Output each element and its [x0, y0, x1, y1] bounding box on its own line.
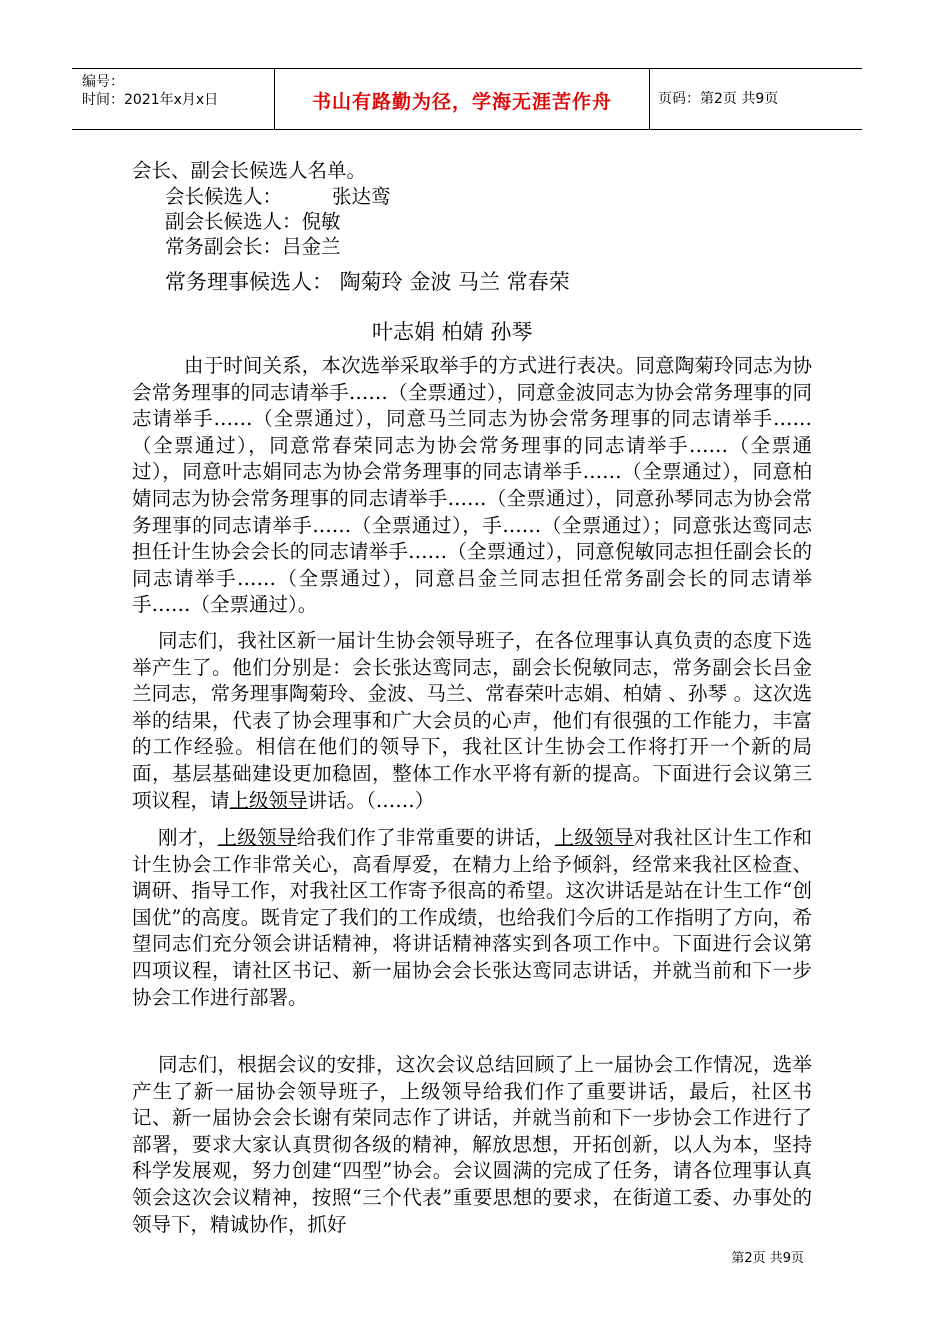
president-candidate-label: 会长候选人： — [165, 185, 283, 208]
document-number-label: 编号： — [82, 74, 124, 90]
header-meta-cell — [72, 69, 275, 129]
header-page-cell — [650, 69, 862, 129]
superior-leader-mention: 上级领导 — [554, 826, 634, 849]
paragraph-summary — [132, 1052, 812, 1238]
director-candidates-line: 常务理事候选人： 陶菊玲 金波 马兰 常春荣 — [165, 270, 570, 294]
speech-response-middle: 给我们作了非常重要的讲话， — [296, 826, 555, 849]
paragraph-new-leadership — [132, 628, 812, 814]
superior-leader-mention: 上级领导 — [217, 826, 297, 849]
header-motto-cell — [275, 69, 650, 129]
president-candidate-line — [165, 181, 391, 209]
paragraph-voting-text: 由于时间关系，本次选举采取举手的方式进行表决。同意陶菊玲同志为协会常务理事的同志请举手……（全票通过），同意金波同志为协会常务理事的同志请举手……（全票通过），同意马兰同志为协会常务理事的同志请举手……（全票通过），同意常春荣同志为协会常务理事的同志请举手……（全票通过），同意叶志娟同志为协会常务理事的同志请举手……（全票通过），同意柏婧同志为协会常务理事的同志请举手……（全票通过），同意孙琴同志为协会常务理事的同志请举手……（全票通过），手……（全票通过）；同意张达鸾同志担任计生协会会长的同志请举手……（全票通过），同意倪敏同志担任副会长的同志请举手……（全票通过），同意吕金兰同志担任常务副会长的同志请举手……（全票通过）。 — [132, 354, 812, 617]
document-date-label: 时间：2021年x月x日 — [82, 92, 219, 108]
speech-response-start: 刚才， — [158, 826, 218, 849]
candidate-list-intro: 会长、副会长候选人名单。 — [132, 159, 367, 182]
paragraph-summary-text: 同志们，根据会议的安排，这次会议总结回顾了上一届协会工作情况，选举产生了新一届协会领导班子，上级领导给我们作了重要讲话，最后，社区书记、新一届协会会长谢有荣同志作了讲话，并就当前和下一步协会工作进行了部署，要求大家认真贯彻各级的精神，解放思想，开拓创新，以人为本，坚持科学发展观，努力创建“四型”协会。会议圆满的完成了任务，请各位理事认真领会这次会议精神，按照“三个代表”重要思想的要求，在街道工委、办事处的领导下，精诚协作，抓好 — [132, 1053, 812, 1236]
director-candidates-continued: 叶志娟 柏婧 孙琴 — [372, 320, 533, 344]
executive-vice-president-line: 常务副会长：吕金兰 — [165, 235, 341, 258]
paragraph-new-leadership-end: 讲话。（……） — [307, 788, 435, 812]
page-header — [72, 68, 862, 130]
speech-response-end: 对我社区计生工作和计生协会工作非常关心，高看厚爱，在精力上给予倾斜，经常来我社区检查、调研、指导工作，对我社区工作寄予很高的希望。这次讲话是站在计生工作“创国优”的高度。既肯定了我们的工作成绩，也给我们今后的工作指明了方向，希望同志们充分领会讲话精神，将讲话精神落实到各项工作中。下面进行会议第四项议程，请社区书记、新一届协会会长张达鸾同志讲话，并就当前和下一步协会工作进行部署。 — [132, 826, 812, 1009]
paragraph-new-leadership-main: 同志们，我社区新一届计生协会领导班子，在各位理事认真负责的态度下选举产生了。他们分别是：会长张达鸾同志，副会长倪敏同志，常务副会长吕金兰同志，常务理事陶菊玲、金波、马兰、常春荣叶志娟、柏婧 、孙琴 。这次选举的结果，代表了协会理事和广大会员的心声，他们有很强的工作能力，丰富的工作经验。相信在他们的领导下，我社区计生协会工作将打开一个新的局面，基层基础建设更加稳固，整体工作水平将有新的提高。下面进行会议第三项议程，请 — [132, 629, 812, 812]
motto-text: 书山有路勤为径，学海无涯苦作舟 — [311, 91, 612, 113]
paragraph-speech-response-text — [132, 825, 812, 1011]
footer-page-number: 第2页 共9页 — [731, 1251, 804, 1266]
paragraph-speech-response — [132, 825, 812, 1011]
paragraph-new-leadership-text — [132, 628, 812, 814]
paragraph-voting — [132, 353, 812, 619]
header-page-number: 页码：第2页 共9页 — [658, 91, 779, 107]
superior-leader-mention: 上级领导 — [229, 788, 308, 812]
president-candidate-name: 张达鸾 — [332, 185, 391, 208]
vice-president-candidate-line: 副会长候选人：倪敏 — [165, 210, 341, 233]
